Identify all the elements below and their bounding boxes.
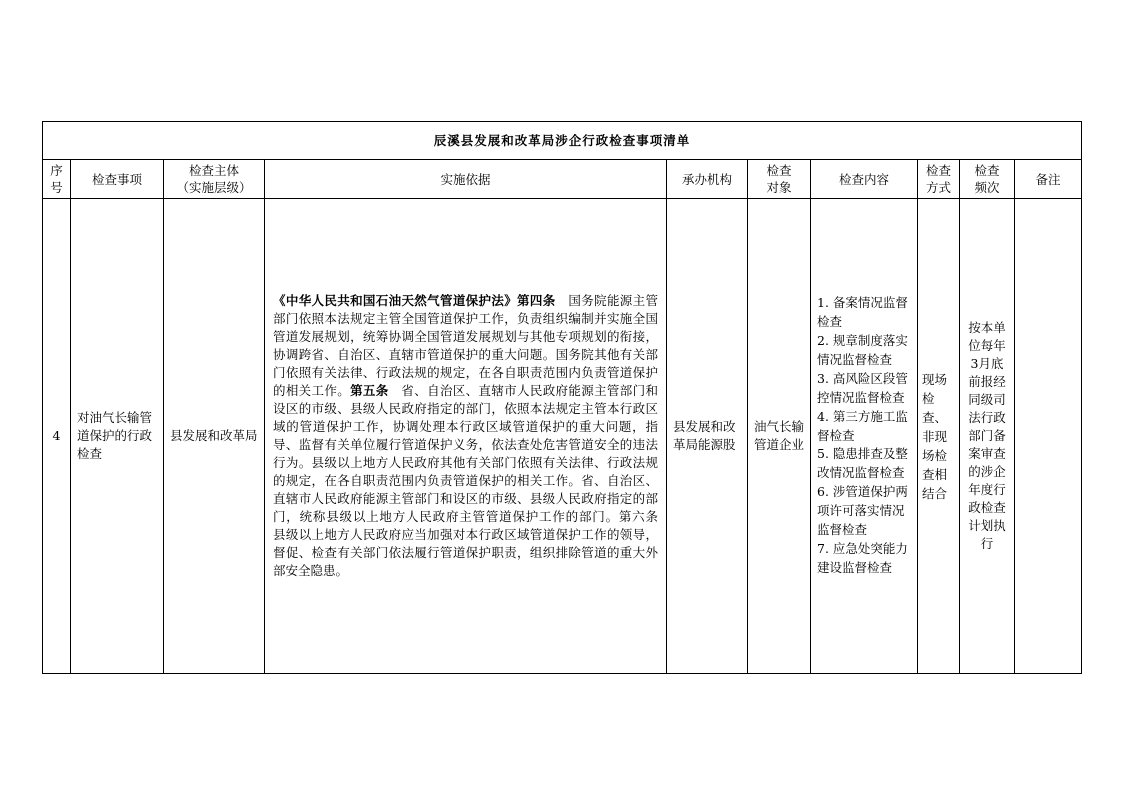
basis-law-title: 《中华人民共和国石油天然气管道保护法》第四条 xyxy=(273,293,556,308)
header-target-line2: 对象 xyxy=(766,180,792,195)
row-basis xyxy=(265,199,671,674)
header-index: 序 号 xyxy=(43,160,71,199)
basis-text-2: 省、自治区、直辖市人民政府能源主管部门和设区的市级、县级人民政府指定的部门，依照本法规定主管本行政区域的管道保护工作，协调处理本行政区域管道保护的重大问题，指导、监督有关单位履行管道保护义务，依法查处危害管道安全的违法行为。县级以上地方人民政府其他有关部门依照有关法律、行政法规的规定，在各自职责范围内负责管道保护的相关工作。省、自治区、直辖市人民政府能源主管部门和设区的市级、县级人民政府指定的部门，统称县级以上地方人民政府主管管道保护工作的部门。第六条 县级以上地方人民政府应当加强对本行政区域管道保护工作的领导，督促、检查有关部门依法履行管道保护职责，组织排除管道的重大外部安全隐患。 xyxy=(273,383,671,578)
row-method: 现场检查、非现场检查相结合 xyxy=(918,199,960,674)
content-item: 4. 第三方施工监督检查 xyxy=(817,408,908,443)
basis-article-5: 第五条 xyxy=(350,383,389,398)
header-agency: 承办机构 xyxy=(667,160,748,199)
row-index: 4 xyxy=(43,199,71,674)
header-method-line1: 检查 xyxy=(925,163,951,178)
header-target-line1: 检查 xyxy=(766,163,792,178)
header-frequency-line2: 频次 xyxy=(974,180,1000,195)
header-subject-line2: （实施层级） xyxy=(176,180,252,195)
row-target: 油气长输管道企业 xyxy=(748,199,811,674)
row-agency: 县发展和改革局能源股 xyxy=(667,199,748,674)
header-subject xyxy=(164,160,265,199)
content-item: 2. 规章制度落实情况监督检查 xyxy=(817,333,908,367)
basis-text-1: 国务院能源主管部门依照本法规定主管全国管道保护工作，负责组织编制并实施全国管道发展规划，统筹协调全国管道发展规划与其他专项规划的衔接，协调跨省、自治区、直辖市管道保护的重大问题。国务院其他有关部门依照有关法律、行政法规的规定，在各自职责范围内负责管道保护的相关工作。 xyxy=(273,293,658,398)
header-frequency-line1: 检查 xyxy=(974,163,1000,178)
document-title: 辰溪县发展和改革局涉企行政检查事项清单 xyxy=(43,122,1082,160)
header-subject-line1: 检查主体 xyxy=(188,163,239,178)
inspection-list-table xyxy=(42,121,1082,674)
row-notes xyxy=(1015,199,1082,674)
header-item: 检查事项 xyxy=(71,160,164,199)
header-notes: 备注 xyxy=(1015,160,1082,199)
header-target xyxy=(748,160,811,199)
table-row xyxy=(43,199,1082,674)
row-frequency: 按本单位每年3月底前报经同级司法行政部门备案审查的涉企年度行政检查计划执行 xyxy=(960,199,1015,674)
header-method xyxy=(918,160,960,199)
content-item: 1. 备案情况监督检查 xyxy=(817,295,908,330)
header-content: 检查内容 xyxy=(811,160,918,199)
header-row xyxy=(43,160,1082,199)
content-item: 7. 应急处突能力建设监督检查 xyxy=(817,540,908,575)
content-item: 5. 隐患排查及整改情况监督检查 xyxy=(817,446,908,481)
content-item: 6. 涉管道保护两项许可落实情况监督检查 xyxy=(817,484,908,538)
row-subject: 县发展和改革局 xyxy=(164,199,265,674)
row-content xyxy=(811,199,918,674)
content-item: 3. 高风险区段管控情况监督检查 xyxy=(817,370,908,405)
header-basis: 实施依据 xyxy=(265,160,667,199)
row-item: 对油气长输管道保护的行政检查 xyxy=(71,199,164,674)
header-method-line2: 方式 xyxy=(925,180,951,195)
header-frequency xyxy=(960,160,1015,199)
